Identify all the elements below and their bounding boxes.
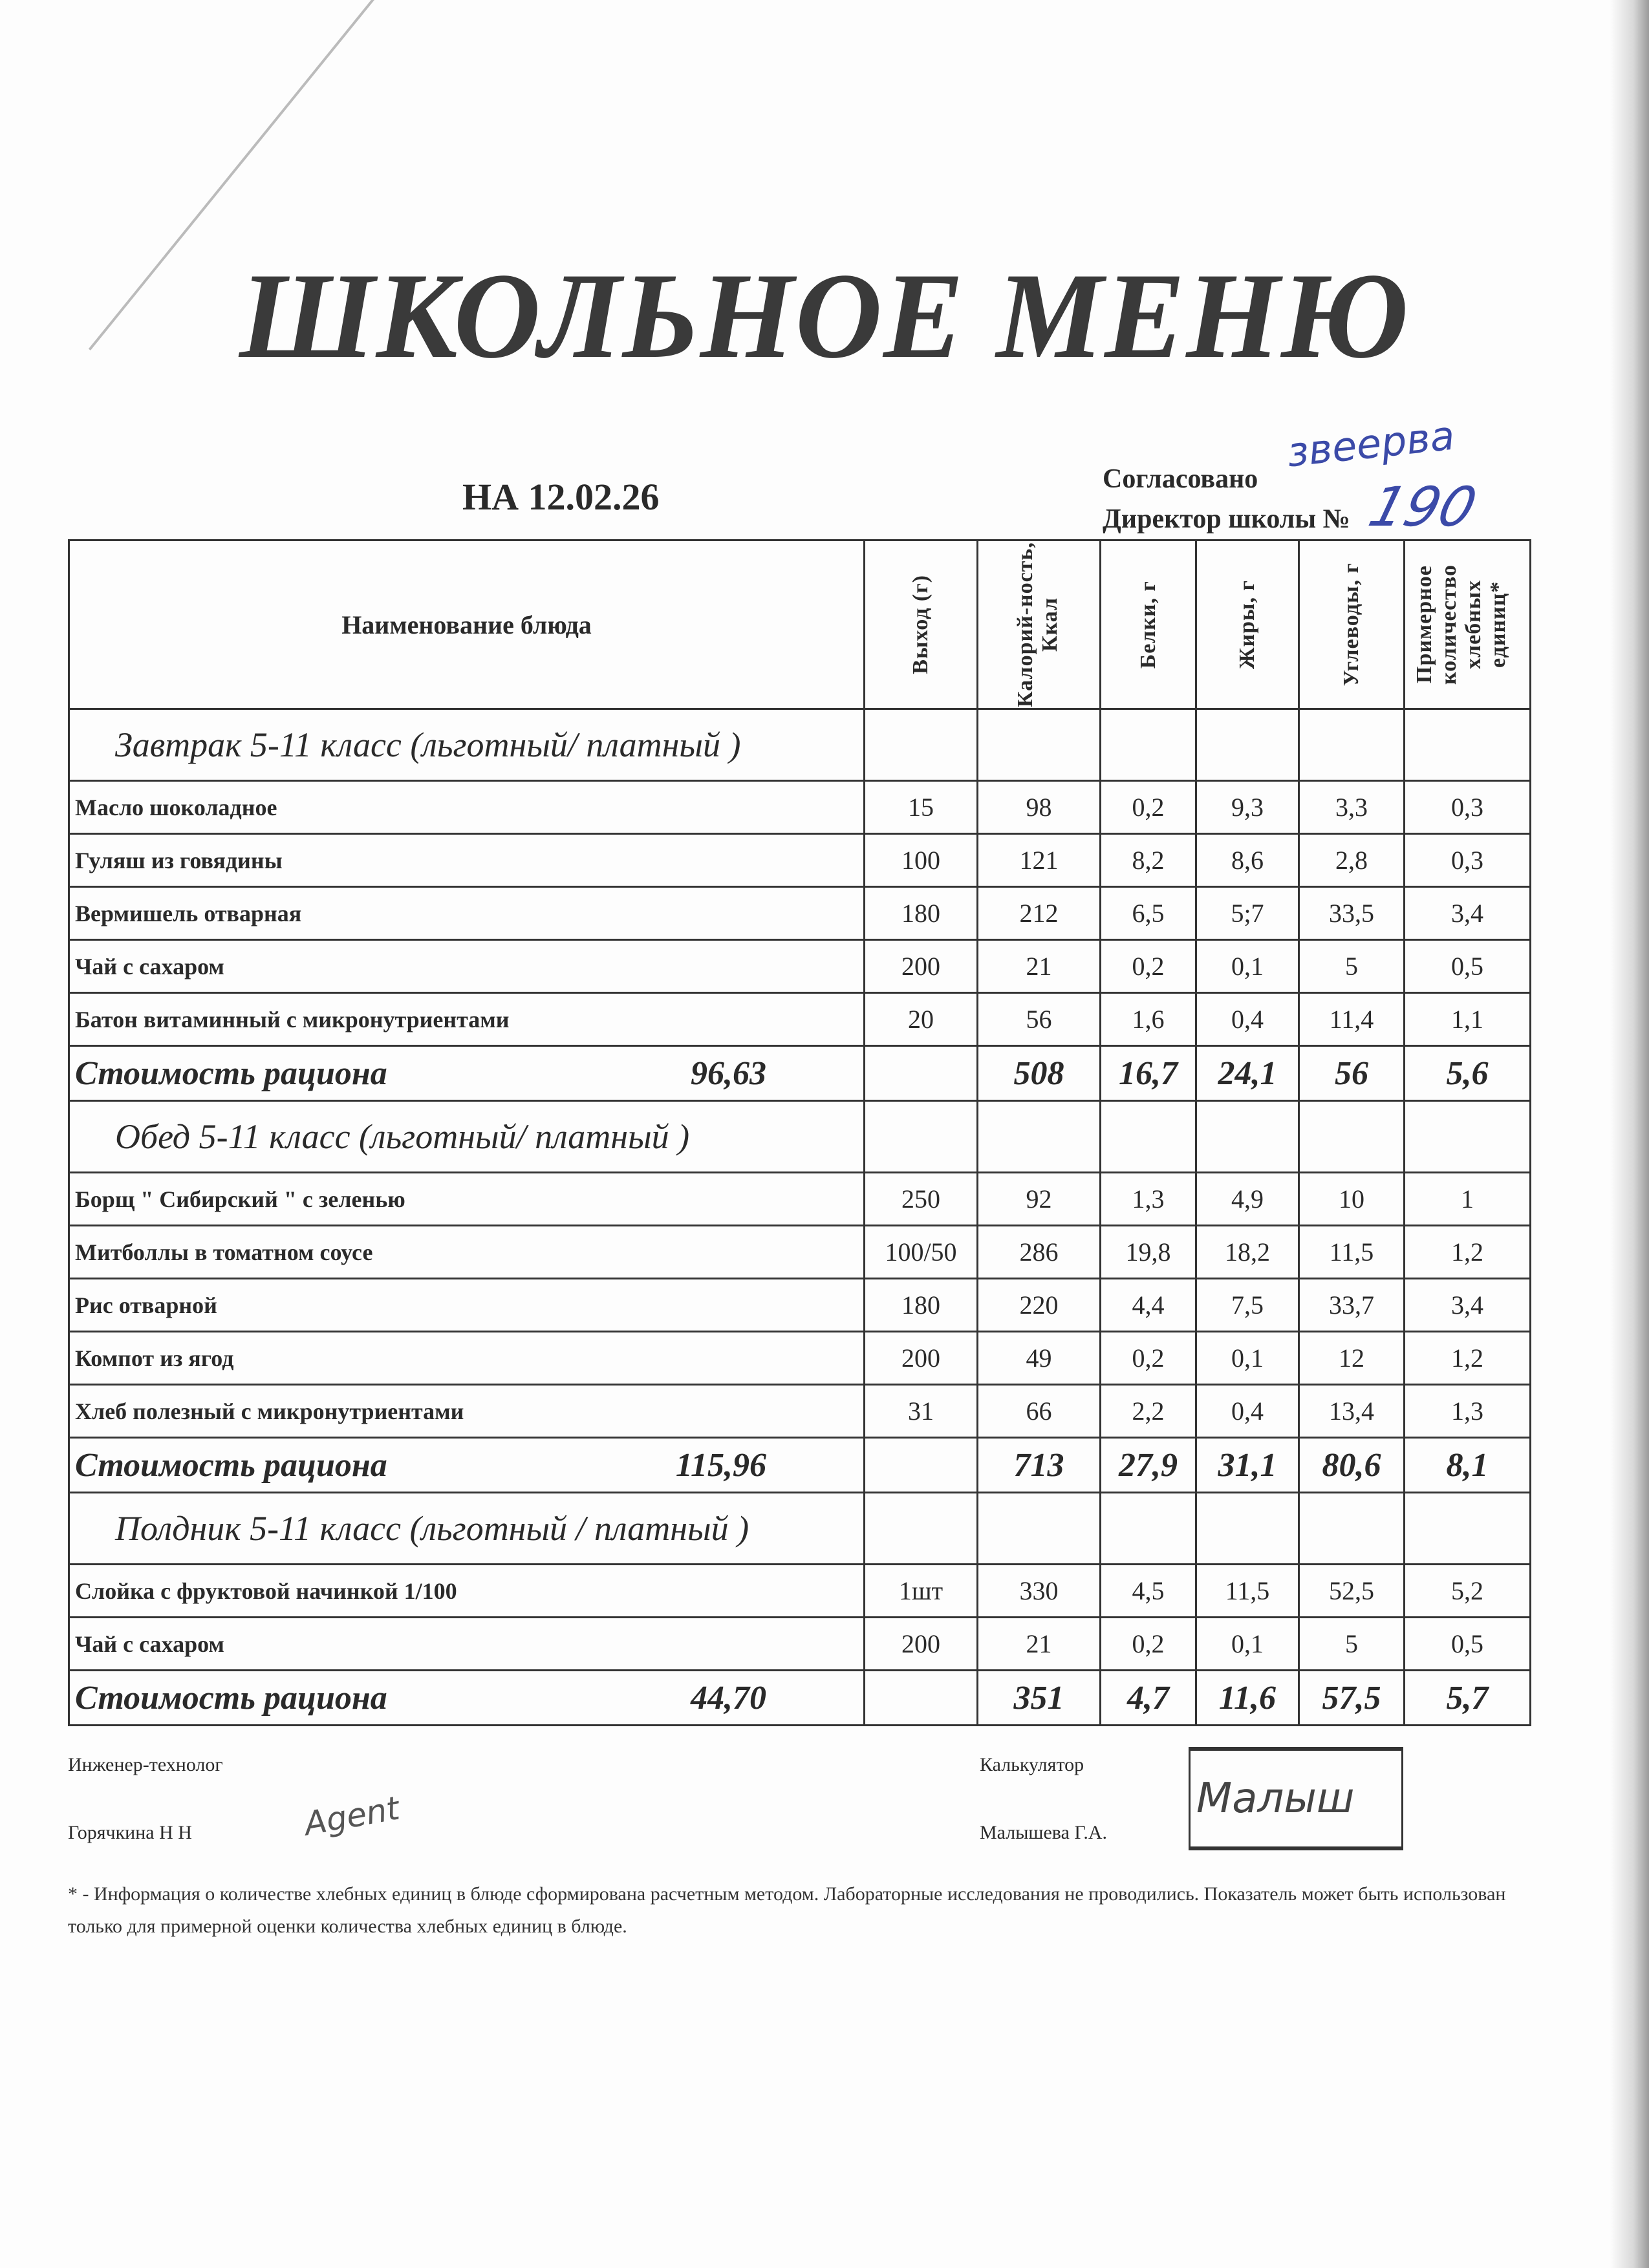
total-row <box>69 1438 1531 1493</box>
table-row <box>69 993 1531 1046</box>
cell-bread-units: 5,2 <box>1405 1565 1531 1618</box>
cell-proteins: 1,6 <box>1101 993 1196 1046</box>
table-row <box>69 1618 1531 1671</box>
ration-price: 115,96 <box>675 1446 766 1484</box>
cell-proteins: 2,2 <box>1101 1385 1196 1438</box>
total-calories: 351 <box>978 1671 1101 1726</box>
empty-cell <box>865 1671 978 1726</box>
table-row <box>69 1279 1531 1332</box>
dish-name: Рис отварной <box>69 1279 865 1332</box>
cell-calories: 21 <box>978 940 1101 993</box>
cell-calories: 220 <box>978 1279 1101 1332</box>
table-row <box>69 834 1531 887</box>
footnote: * - Информация о количестве хлебных единиц в блюде сформирована расчетным методом. Лабораторные исследования не проводились. Показатель может быть использован только для примерной оценки количества хлебных единиц в блюде. <box>68 1883 1506 1937</box>
empty-cell <box>978 709 1101 781</box>
cell-fats: 7,5 <box>1196 1279 1299 1332</box>
empty-cell <box>978 1493 1101 1565</box>
cell-proteins: 0,2 <box>1101 1332 1196 1385</box>
cell-yield: 15 <box>865 781 978 834</box>
menu-table <box>68 539 1531 1726</box>
cell-calories: 56 <box>978 993 1101 1046</box>
empty-cell <box>865 1046 978 1101</box>
cell-calories: 92 <box>978 1173 1101 1226</box>
empty-cell <box>1299 709 1405 781</box>
header-yield: Выход (г) <box>865 540 978 709</box>
cell-yield: 200 <box>865 940 978 993</box>
cell-carbs: 33,5 <box>1299 887 1405 940</box>
approval-label: Согласовано <box>1103 464 1258 494</box>
total-proteins: 27,9 <box>1101 1438 1196 1493</box>
cell-carbs: 11,5 <box>1299 1226 1405 1279</box>
total-calories: 713 <box>978 1438 1101 1493</box>
table-row <box>69 887 1531 940</box>
table-row <box>69 940 1531 993</box>
empty-cell <box>1405 1101 1531 1173</box>
cell-carbs: 12 <box>1299 1332 1405 1385</box>
total-bread-units: 5,7 <box>1405 1671 1531 1726</box>
cell-calories: 121 <box>978 834 1101 887</box>
cell-bread-units: 0,3 <box>1405 781 1531 834</box>
empty-cell <box>1299 1101 1405 1173</box>
dish-name: Слойка с фруктовой начинкой 1/100 <box>69 1565 865 1618</box>
cell-proteins: 6,5 <box>1101 887 1196 940</box>
cell-fats: 5;7 <box>1196 887 1299 940</box>
engineer-role: Инженер-технолог <box>68 1754 223 1775</box>
empty-cell <box>1196 709 1299 781</box>
total-fats: 31,1 <box>1196 1438 1299 1493</box>
handwritten-signature: звеерва <box>1284 411 1457 476</box>
header-proteins: Белки, г <box>1101 540 1196 709</box>
cell-carbs: 2,8 <box>1299 834 1405 887</box>
empty-cell <box>1299 1493 1405 1565</box>
cell-fats: 4,9 <box>1196 1173 1299 1226</box>
cell-bread-units: 0,5 <box>1405 1618 1531 1671</box>
cell-carbs: 11,4 <box>1299 993 1405 1046</box>
cell-bread-units: 3,4 <box>1405 887 1531 940</box>
empty-cell <box>1196 1101 1299 1173</box>
calculator-name: Малышева Г.А. <box>980 1822 1108 1843</box>
total-label-cell <box>69 1046 865 1101</box>
cell-bread-units: 0,5 <box>1405 940 1531 993</box>
cell-yield: 200 <box>865 1618 978 1671</box>
cell-fats: 0,1 <box>1196 1332 1299 1385</box>
total-label: Стоимость рациона <box>75 1679 387 1717</box>
director-label: Директор школы № <box>1103 504 1350 534</box>
menu-date: НА 12.02.26 <box>462 476 660 518</box>
total-proteins: 16,7 <box>1101 1046 1196 1101</box>
section-label: Обед 5-11 класс (льготный/ платный ) <box>69 1101 865 1173</box>
dish-name: Батон витаминный с микронутриентами <box>69 993 865 1046</box>
table-row <box>69 1173 1531 1226</box>
dish-name: Компот из ягод <box>69 1332 865 1385</box>
cell-bread-units: 1,2 <box>1405 1332 1531 1385</box>
header-fats: Жиры, г <box>1196 540 1299 709</box>
dish-name: Гуляш из говядины <box>69 834 865 887</box>
empty-cell <box>865 709 978 781</box>
section-header-row <box>69 1493 1531 1565</box>
total-calories: 508 <box>978 1046 1101 1101</box>
section-header-row <box>69 709 1531 781</box>
dish-name: Митболлы в томатном соусе <box>69 1226 865 1279</box>
cell-yield: 100 <box>865 834 978 887</box>
empty-cell <box>1196 1493 1299 1565</box>
total-label: Стоимость рациона <box>75 1446 387 1484</box>
empty-cell <box>1405 709 1531 781</box>
engineer-signature: Agent <box>301 1789 402 1843</box>
cell-calories: 98 <box>978 781 1101 834</box>
cell-calories: 286 <box>978 1226 1101 1279</box>
header-calories: Калорий-ность, Ккал <box>978 540 1101 709</box>
page-title: ШКОЛЬНОЕ МЕНЮ <box>239 248 1410 384</box>
cell-yield: 250 <box>865 1173 978 1226</box>
cell-bread-units: 1 <box>1405 1173 1531 1226</box>
cell-calories: 66 <box>978 1385 1101 1438</box>
cell-proteins: 0,2 <box>1101 940 1196 993</box>
cell-carbs: 10 <box>1299 1173 1405 1226</box>
cell-bread-units: 1,3 <box>1405 1385 1531 1438</box>
cell-calories: 49 <box>978 1332 1101 1385</box>
cell-proteins: 8,2 <box>1101 834 1196 887</box>
cell-calories: 330 <box>978 1565 1101 1618</box>
empty-cell <box>978 1101 1101 1173</box>
cell-carbs: 33,7 <box>1299 1279 1405 1332</box>
table-row <box>69 1226 1531 1279</box>
table-row <box>69 1385 1531 1438</box>
empty-cell <box>1101 1101 1196 1173</box>
cell-fats: 11,5 <box>1196 1565 1299 1618</box>
cell-carbs: 5 <box>1299 1618 1405 1671</box>
total-carbs: 80,6 <box>1299 1438 1405 1493</box>
cell-bread-units: 0,3 <box>1405 834 1531 887</box>
cell-proteins: 19,8 <box>1101 1226 1196 1279</box>
total-row <box>69 1046 1531 1101</box>
section-header-row <box>69 1101 1531 1173</box>
total-proteins: 4,7 <box>1101 1671 1196 1726</box>
total-label: Стоимость рациона <box>75 1054 387 1092</box>
empty-cell <box>1101 709 1196 781</box>
total-carbs: 57,5 <box>1299 1671 1405 1726</box>
engineer-name: Горячкина Н Н <box>68 1822 192 1843</box>
cell-calories: 212 <box>978 887 1101 940</box>
ration-price: 96,63 <box>691 1054 766 1092</box>
header-name: Наименование блюда <box>69 540 865 709</box>
cell-proteins: 1,3 <box>1101 1173 1196 1226</box>
dish-name: Борщ " Сибирский " с зеленью <box>69 1173 865 1226</box>
cell-calories: 21 <box>978 1618 1101 1671</box>
dish-name: Вермишель отварная <box>69 887 865 940</box>
empty-cell <box>1101 1493 1196 1565</box>
cell-fats: 18,2 <box>1196 1226 1299 1279</box>
table-row <box>69 781 1531 834</box>
cell-fats: 8,6 <box>1196 834 1299 887</box>
total-fats: 11,6 <box>1196 1671 1299 1726</box>
cell-yield: 20 <box>865 993 978 1046</box>
empty-cell <box>1405 1493 1531 1565</box>
empty-cell <box>865 1101 978 1173</box>
cell-carbs: 52,5 <box>1299 1565 1405 1618</box>
cell-bread-units: 1,2 <box>1405 1226 1531 1279</box>
dish-name: Чай с сахаром <box>69 1618 865 1671</box>
cell-bread-units: 1,1 <box>1405 993 1531 1046</box>
total-fats: 24,1 <box>1196 1046 1299 1101</box>
calculator-signature: Малыш <box>1196 1775 1355 1823</box>
cell-bread-units: 3,4 <box>1405 1279 1531 1332</box>
cell-fats: 0,1 <box>1196 940 1299 993</box>
cell-carbs: 13,4 <box>1299 1385 1405 1438</box>
section-label: Полдник 5-11 класс (льготный / платный ) <box>69 1493 865 1565</box>
total-bread-units: 5,6 <box>1405 1046 1531 1101</box>
empty-cell <box>865 1493 978 1565</box>
cell-yield: 180 <box>865 887 978 940</box>
cell-proteins: 4,4 <box>1101 1279 1196 1332</box>
dish-name: Масло шоколадное <box>69 781 865 834</box>
total-bread-units: 8,1 <box>1405 1438 1531 1493</box>
cell-carbs: 5 <box>1299 940 1405 993</box>
section-label: Завтрак 5-11 класс (льготный/ платный ) <box>69 709 865 781</box>
cell-yield: 200 <box>865 1332 978 1385</box>
dish-name: Чай с сахаром <box>69 940 865 993</box>
cell-fats: 0,1 <box>1196 1618 1299 1671</box>
cell-carbs: 3,3 <box>1299 781 1405 834</box>
cell-yield: 180 <box>865 1279 978 1332</box>
cell-proteins: 0,2 <box>1101 1618 1196 1671</box>
total-carbs: 56 <box>1299 1046 1405 1101</box>
cell-fats: 0,4 <box>1196 1385 1299 1438</box>
handwritten-school-number: 190 <box>1362 475 1483 539</box>
header-bread-units: Примерное количество хлебных единиц* <box>1405 540 1531 709</box>
cell-proteins: 0,2 <box>1101 781 1196 834</box>
total-row <box>69 1671 1531 1726</box>
cell-yield: 1шт <box>865 1565 978 1618</box>
empty-cell <box>865 1438 978 1493</box>
cell-fats: 9,3 <box>1196 781 1299 834</box>
total-label-cell <box>69 1438 865 1493</box>
cell-yield: 100/50 <box>865 1226 978 1279</box>
header-carbs: Углеводы, г <box>1299 540 1405 709</box>
cell-yield: 31 <box>865 1385 978 1438</box>
table-header-row <box>69 540 1531 709</box>
table-row <box>69 1332 1531 1385</box>
ration-price: 44,70 <box>691 1679 766 1717</box>
table-row <box>69 1565 1531 1618</box>
dish-name: Хлеб полезный с микронутриентами <box>69 1385 865 1438</box>
calculator-role: Калькулятор <box>980 1754 1084 1775</box>
total-label-cell <box>69 1671 865 1726</box>
cell-fats: 0,4 <box>1196 993 1299 1046</box>
cell-proteins: 4,5 <box>1101 1565 1196 1618</box>
